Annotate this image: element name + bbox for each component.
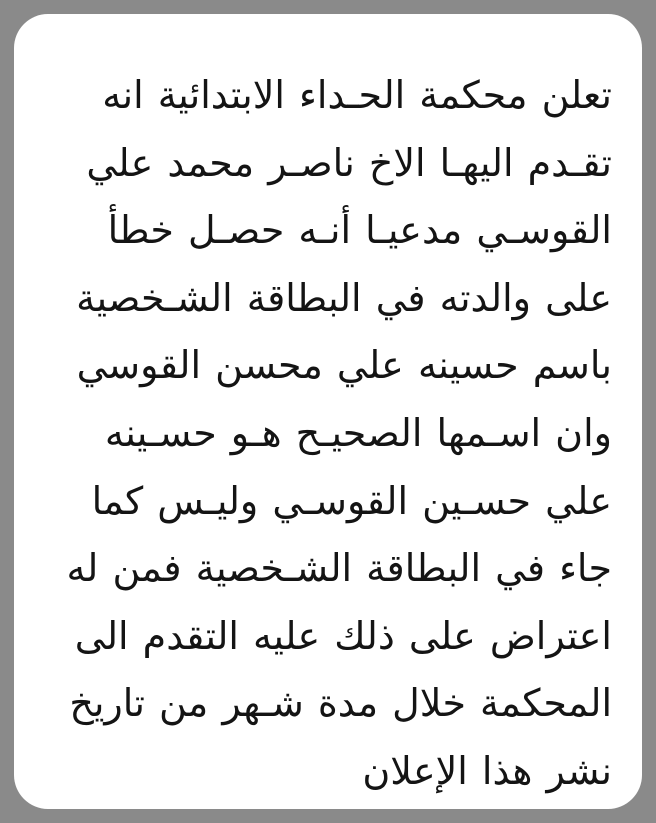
notice-line: نشر هذا الإعلان [362, 748, 612, 793]
notice-line: المحكمة خلال مدة شـهر من تاريخ [69, 681, 612, 726]
notice-line: تقـدم اليهـا الاخ ناصـر محمد علي [86, 140, 612, 185]
notice-line: علي حسـين القوسـي وليـس كما [91, 478, 612, 523]
notice-line: على والدته في البطاقة الشـخصية [76, 275, 612, 320]
notice-line: وان اسـمها الصحيـح هـو حسـينه [104, 410, 612, 455]
notice-line: تعلن محكمة الحـداء الابتدائية انه [102, 73, 612, 117]
notice-line: جاء في البطاقة الشـخصية فمن له [66, 546, 612, 591]
notice-line: اعتراض على ذلك عليه التقدم الى [74, 613, 612, 658]
notice-line: القوسـي مدعيـا أنـه حصـل خطأ [107, 208, 612, 253]
notice-line: باسم حسينه علي محسن القوسي [76, 343, 612, 388]
notice-card [14, 14, 642, 809]
notice-text [44, 62, 612, 806]
